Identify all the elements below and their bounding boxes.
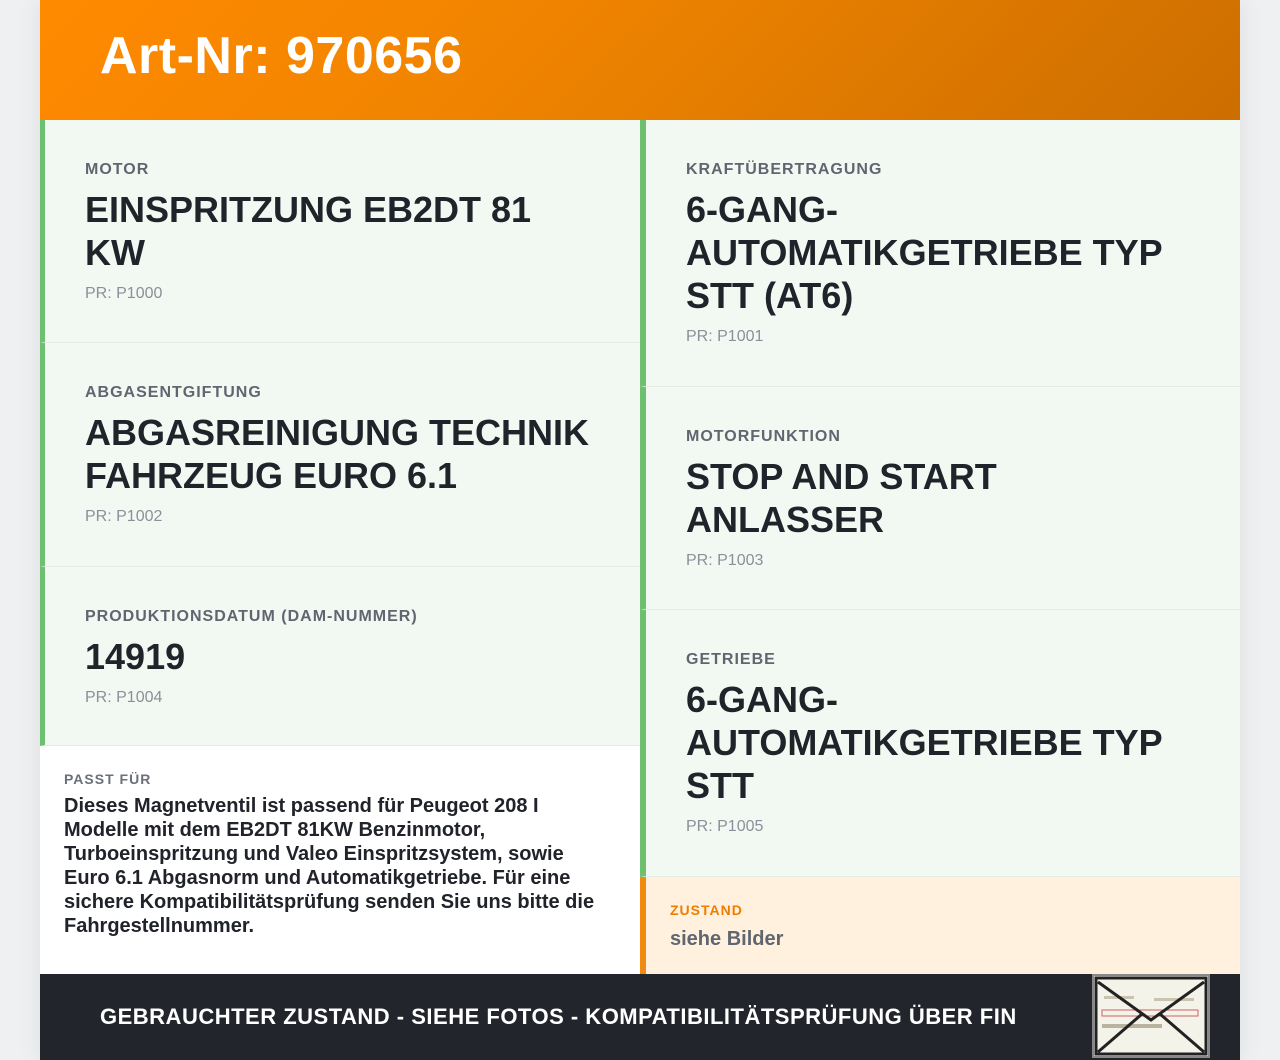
spec-value: 6-GANG-AUTOMATIKGETRIEBE TYP STT xyxy=(686,679,1163,806)
spec-label: ABGASENTGIFTUNG xyxy=(85,384,262,401)
spec-card-produktionsdatum xyxy=(40,567,640,746)
spec-pr-code: PR: P1004 xyxy=(85,689,163,706)
spec-label: MOTORFUNKTION xyxy=(686,428,841,445)
spec-grid xyxy=(40,120,1240,974)
header-banner xyxy=(40,0,1240,120)
spec-card-kraftuebertragung xyxy=(640,120,1240,387)
footer-banner xyxy=(40,974,1240,1060)
spec-column-right xyxy=(640,120,1240,974)
spec-value: 6-GANG-AUTOMATIKGETRIEBE TYP STT (AT6) xyxy=(686,189,1163,316)
spec-pr-code: PR: P1000 xyxy=(85,285,163,302)
spec-label: PRODUKTIONSDATUM (DAM-NUMMER) xyxy=(85,608,418,625)
spec-value: STOP AND START ANLASSER xyxy=(686,456,997,540)
spec-card-motor xyxy=(40,120,640,343)
spec-pr-code: PR: P1003 xyxy=(686,552,764,569)
envelope-stamp-image xyxy=(1092,974,1210,1058)
spec-card-motorfunktion xyxy=(640,387,1240,610)
spec-value: ABGASREINIGUNG TECHNIK FAHRZEUG EURO 6.1 xyxy=(85,412,590,496)
spec-card-getriebe xyxy=(640,610,1240,877)
spec-pr-code: PR: P1005 xyxy=(686,818,764,835)
spec-value: EINSPRITZUNG EB2DT 81 KW xyxy=(85,189,532,273)
article-number-title: Art-Nr: 970656 xyxy=(100,27,463,85)
condition-value: siehe Bilder xyxy=(670,928,784,950)
spec-label: KRAFTÜBERTRAGUNG xyxy=(686,161,883,178)
envelope-icon xyxy=(1094,976,1208,1056)
fits-label: PASST FÜR xyxy=(64,771,152,787)
spec-column-left xyxy=(40,120,640,974)
spec-label: GETRIEBE xyxy=(686,651,776,668)
spec-pr-code: PR: P1001 xyxy=(686,328,764,345)
footer-text: GEBRAUCHTER ZUSTAND - SIEHE FOTOS - KOMPATIBILITÄTSPRÜFUNG ÜBER FIN xyxy=(100,1004,1017,1029)
condition-label: ZUSTAND xyxy=(670,902,743,918)
condition-section xyxy=(640,877,1240,974)
spec-card-abgasentgiftung xyxy=(40,343,640,567)
spec-pr-code: PR: P1002 xyxy=(85,508,163,525)
fits-description: Dieses Magnetventil ist passend für Peugeot 208 I Modelle mit dem EB2DT 81KW Benzinmotor, Turboeinspritzung und Valeo Einspritzsystem, sowie Euro 6.1 Abgasnorm und Automatikgetriebe. Für eine sichere Kompatibilitätsprüfung senden Sie uns bitte die Fahrgestellnummer. xyxy=(64,795,595,937)
spec-label: MOTOR xyxy=(85,161,150,178)
fits-section xyxy=(40,746,640,974)
product-card xyxy=(40,0,1240,1060)
spec-value: 14919 xyxy=(85,636,186,677)
